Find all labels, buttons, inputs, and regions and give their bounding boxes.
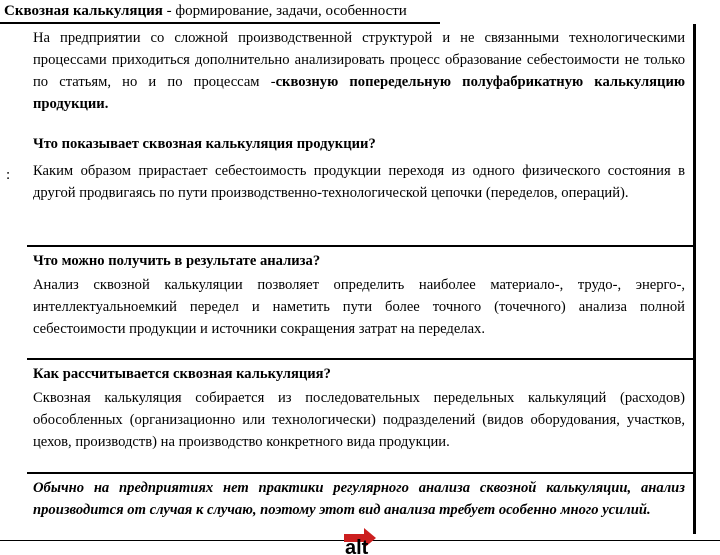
bullet-mark: : bbox=[6, 167, 11, 183]
logo-text: alt bbox=[345, 537, 369, 555]
answer-3: Сквозная калькуляция собирается из последовательных передельных калькуляций (расходов) обособленных (организационно или технологически) подразделений (видов оборудования, участков, цехов, производств) на производство конкретного вида продукции. bbox=[33, 390, 685, 450]
divider-2 bbox=[27, 358, 693, 360]
divider-3 bbox=[27, 472, 693, 474]
slide-title-bold: Сквозная калькуляция bbox=[4, 3, 163, 19]
question-1: Что показывает сквозная калькуляция продукции? bbox=[33, 136, 376, 152]
question-3: Как рассчитывается сквозная калькуляция? bbox=[33, 366, 331, 382]
slide-title bbox=[0, 0, 440, 24]
intro-paragraph bbox=[33, 27, 685, 115]
divider-1 bbox=[27, 245, 693, 247]
intro-text: На предприятии со сложной производственной структурой и не связанными технологическими процессами приходиться дополнительно анализировать процесс образование себестоимости не только по статьям, но и по процессам - bbox=[33, 30, 685, 90]
answer-2: Анализ сквозной калькуляции позволяет определить наиболее материало-, трудо-, энерго-, интеллектуальноемкий передел и наметить пути более точного (точечного) анализа полной себестоимости продукции и источники сокращения затрат на переделах. bbox=[33, 277, 685, 337]
question-2: Что можно получить в результате анализа? bbox=[33, 253, 321, 269]
intro-text-bold: сквозную попередельную полуфабрикатную калькуляцию продукции. bbox=[33, 74, 686, 112]
content-frame bbox=[27, 24, 696, 534]
answer-1: Каким образом прирастает себестоимость продукции переходя из одного физического состояния в другой продвигаясь по пути производственно-технологической цепочки (переделов, операций). bbox=[33, 163, 685, 201]
alt-logo-icon bbox=[342, 524, 378, 555]
slide-title-rest: - формирование, задачи, особенности bbox=[162, 3, 407, 19]
note-paragraph: Обычно на предприятиях нет практики регулярного анализа сквозной калькуляции, анализ производится от случая к случаю, поэтому этот вид анализа требует особенно много усилий. bbox=[33, 480, 685, 518]
